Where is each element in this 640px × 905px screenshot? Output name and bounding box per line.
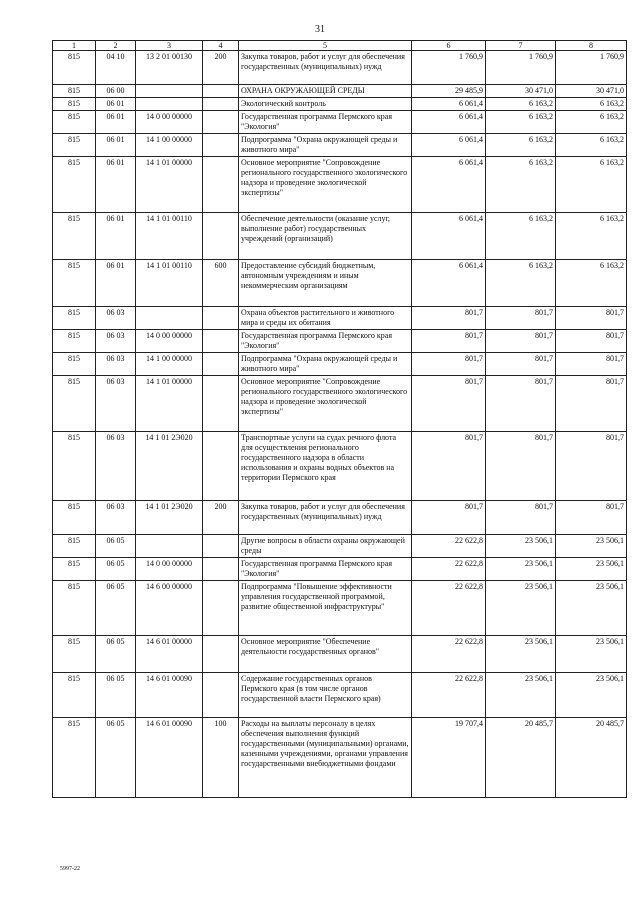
gov-code-cell: 815 [53,330,96,353]
amount-cell: 23 506,1 [556,558,627,581]
amount-cell: 6 163,2 [556,111,627,134]
amount-cell: 6 163,2 [486,213,556,260]
section-code-cell: 06 03 [96,307,136,330]
target-code-cell: 14 6 01 00090 [136,718,203,798]
amount-cell: 23 506,1 [486,558,556,581]
amount-cell: 6 163,2 [486,134,556,157]
target-code-cell: 14 1 01 00000 [136,376,203,432]
table-row [53,307,627,330]
gov-code-cell: 815 [53,535,96,558]
expense-type-cell [203,157,239,213]
gov-code-cell: 815 [53,718,96,798]
table-row [53,111,627,134]
amount-cell: 29 485,9 [412,85,486,98]
section-code-cell: 06 03 [96,330,136,353]
table-row [53,98,627,111]
amount-cell: 6 163,2 [486,98,556,111]
section-code-cell: 06 05 [96,535,136,558]
amount-cell: 23 506,1 [486,535,556,558]
amount-cell: 801,7 [412,353,486,376]
amount-cell: 6 061,4 [412,157,486,213]
amount-cell: 23 506,1 [486,581,556,636]
amount-cell: 6 163,2 [486,260,556,307]
target-code-cell: 14 1 01 00110 [136,260,203,307]
section-code-cell: 06 05 [96,718,136,798]
section-code-cell: 06 05 [96,673,136,718]
description-cell: ОХРАНА ОКРУЖАЮЩЕЙ СРЕДЫ [239,85,412,98]
target-code-cell: 14 1 00 00000 [136,353,203,376]
table-row [53,718,627,798]
table-row [53,260,627,307]
section-code-cell: 06 05 [96,581,136,636]
expense-type-cell [203,98,239,111]
section-code-cell: 06 03 [96,353,136,376]
section-code-cell: 06 01 [96,134,136,157]
target-code-cell: 14 0 00 00000 [136,330,203,353]
amount-cell: 6 163,2 [556,260,627,307]
amount-cell: 19 707,4 [412,718,486,798]
amount-cell: 801,7 [412,432,486,501]
gov-code-cell: 815 [53,307,96,330]
target-code-cell: 14 6 01 00090 [136,673,203,718]
column-header: 4 [203,41,239,51]
target-code-cell: 14 1 00 00000 [136,134,203,157]
description-cell: Подпрограмма "Охрана окружающей среды и животного мира" [239,353,412,376]
amount-cell: 6 163,2 [486,157,556,213]
amount-cell: 801,7 [486,353,556,376]
table-row [53,51,627,85]
expense-type-cell [203,307,239,330]
description-cell: Другие вопросы в области охраны окружающей среды [239,535,412,558]
section-code-cell: 06 00 [96,85,136,98]
header-row [53,41,627,51]
amount-cell: 801,7 [486,432,556,501]
amount-cell: 801,7 [556,501,627,535]
amount-cell: 801,7 [486,330,556,353]
target-code-cell: 14 1 01 2Э020 [136,501,203,535]
section-code-cell: 06 01 [96,260,136,307]
document-code: 5997-22 [60,866,80,872]
amount-cell: 23 506,1 [556,636,627,673]
column-header: 8 [556,41,627,51]
amount-cell: 6 163,2 [486,111,556,134]
description-cell: Экологический контроль [239,98,412,111]
table-row [53,85,627,98]
section-code-cell: 06 01 [96,111,136,134]
description-cell: Закупка товаров, работ и услуг для обеспечения государственных (муниципальных) нужд [239,51,412,85]
expense-type-cell [203,376,239,432]
table-row [53,134,627,157]
target-code-cell: 14 1 01 00000 [136,157,203,213]
target-code-cell [136,85,203,98]
section-code-cell: 06 01 [96,98,136,111]
table-row [53,330,627,353]
target-code-cell: 14 6 00 00000 [136,581,203,636]
amount-cell: 801,7 [556,353,627,376]
amount-cell: 23 506,1 [556,673,627,718]
amount-cell: 801,7 [556,307,627,330]
expense-type-cell [203,673,239,718]
gov-code-cell: 815 [53,85,96,98]
gov-code-cell: 815 [53,51,96,85]
section-code-cell: 06 05 [96,558,136,581]
amount-cell: 6 163,2 [556,157,627,213]
column-header: 5 [239,41,412,51]
amount-cell: 30 471,0 [556,85,627,98]
table-row [53,558,627,581]
amount-cell: 6 061,4 [412,98,486,111]
section-code-cell: 04 10 [96,51,136,85]
amount-cell: 6 061,4 [412,134,486,157]
expense-type-cell [203,85,239,98]
target-code-cell: 14 0 00 00000 [136,558,203,581]
table-row [53,157,627,213]
column-header: 3 [136,41,203,51]
amount-cell: 801,7 [486,376,556,432]
description-cell: Содержание государственных органов Пермского края (в том числе органов государственной власти Пермского края) [239,673,412,718]
table-row [53,213,627,260]
section-code-cell: 06 05 [96,636,136,673]
table-row [53,535,627,558]
gov-code-cell: 815 [53,501,96,535]
table-row [53,581,627,636]
amount-cell: 22 622,8 [412,535,486,558]
amount-cell: 22 622,8 [412,558,486,581]
gov-code-cell: 815 [53,673,96,718]
gov-code-cell: 815 [53,98,96,111]
description-cell: Основное мероприятие "Сопровождение регионального государственного экологического надзора и проведение экологической экспертизы" [239,157,412,213]
section-code-cell: 06 03 [96,501,136,535]
expense-type-cell [203,636,239,673]
description-cell: Государственная программа Пермского края "Экология" [239,111,412,134]
amount-cell: 801,7 [486,501,556,535]
gov-code-cell: 815 [53,376,96,432]
gov-code-cell: 815 [53,134,96,157]
gov-code-cell: 815 [53,558,96,581]
description-cell: Государственная программа Пермского края "Экология" [239,558,412,581]
description-cell: Транспортные услуги на судах речного флота для осуществления регионального государственного надзора в области использования и охраны водных объектов на территории Пермского края [239,432,412,501]
expense-type-cell: 200 [203,501,239,535]
expense-type-cell [203,535,239,558]
amount-cell: 801,7 [556,330,627,353]
amount-cell: 20 485,7 [486,718,556,798]
amount-cell: 22 622,8 [412,673,486,718]
column-header: 2 [96,41,136,51]
description-cell: Основное мероприятие "Сопровождение регионального государственного экологического надзора и проведение экологической экспертизы" [239,376,412,432]
amount-cell: 801,7 [412,307,486,330]
amount-cell: 801,7 [486,307,556,330]
gov-code-cell: 815 [53,111,96,134]
amount-cell: 20 485,7 [556,718,627,798]
description-cell: Основное мероприятие "Обеспечение деятельности государственных органов" [239,636,412,673]
column-header: 7 [486,41,556,51]
amount-cell: 1 760,9 [486,51,556,85]
amount-cell: 23 506,1 [486,673,556,718]
amount-cell: 23 506,1 [556,535,627,558]
gov-code-cell: 815 [53,260,96,307]
expense-type-cell: 100 [203,718,239,798]
description-cell: Государственная программа Пермского края "Экология" [239,330,412,353]
amount-cell: 801,7 [412,376,486,432]
amount-cell: 801,7 [556,376,627,432]
target-code-cell: 14 1 01 2Э020 [136,432,203,501]
gov-code-cell: 815 [53,636,96,673]
expense-type-cell [203,213,239,260]
table-row [53,353,627,376]
amount-cell: 6 061,4 [412,213,486,260]
amount-cell: 30 471,0 [486,85,556,98]
description-cell: Расходы на выплаты персоналу в целях обеспечения выполнения функций государственными (муниципальными) органами, казенными учреждениями, органами управления государственными внебюджетными фондами [239,718,412,798]
target-code-cell: 14 1 01 00110 [136,213,203,260]
expense-type-cell [203,581,239,636]
amount-cell: 23 506,1 [486,636,556,673]
gov-code-cell: 815 [53,213,96,260]
table-body [53,51,627,798]
expense-type-cell: 200 [203,51,239,85]
gov-code-cell: 815 [53,157,96,213]
amount-cell: 22 622,8 [412,636,486,673]
description-cell: Подпрограмма "Охрана окружающей среды и животного мира" [239,134,412,157]
amount-cell: 6 061,4 [412,260,486,307]
table-row [53,432,627,501]
expense-type-cell [203,111,239,134]
table-row [53,636,627,673]
section-code-cell: 06 03 [96,376,136,432]
amount-cell: 6 163,2 [556,134,627,157]
table-row [53,376,627,432]
target-code-cell [136,307,203,330]
section-code-cell: 06 01 [96,157,136,213]
expense-type-cell [203,353,239,376]
amount-cell: 801,7 [412,501,486,535]
target-code-cell: 14 6 01 00000 [136,636,203,673]
expense-type-cell [203,558,239,581]
expense-type-cell [203,432,239,501]
column-header: 1 [53,41,96,51]
amount-cell: 22 622,8 [412,581,486,636]
table-row [53,501,627,535]
amount-cell: 23 506,1 [556,581,627,636]
description-cell: Обеспечение деятельности (оказание услуг, выполнение работ) государственных учреждений (организаций) [239,213,412,260]
gov-code-cell: 815 [53,432,96,501]
target-code-cell: 14 0 00 00000 [136,111,203,134]
description-cell: Подпрограмма "Повышение эффективности управления государственной программой, развитие общественной инфраструктуры" [239,581,412,636]
target-code-cell: 13 2 01 00130 [136,51,203,85]
budget-table [52,40,627,798]
amount-cell: 6 163,2 [556,98,627,111]
description-cell: Закупка товаров, работ и услуг для обеспечения государственных (муниципальных) нужд [239,501,412,535]
page-number: 31 [315,24,325,35]
amount-cell: 1 760,9 [412,51,486,85]
table-row [53,673,627,718]
amount-cell: 6 061,4 [412,111,486,134]
target-code-cell [136,535,203,558]
description-cell: Предоставление субсидий бюджетным, автономным учреждениям и иным некоммерческим организациям [239,260,412,307]
amount-cell: 801,7 [412,330,486,353]
amount-cell: 801,7 [556,432,627,501]
gov-code-cell: 815 [53,581,96,636]
section-code-cell: 06 01 [96,213,136,260]
column-header: 6 [412,41,486,51]
expense-type-cell [203,134,239,157]
amount-cell: 1 760,9 [556,51,627,85]
section-code-cell: 06 03 [96,432,136,501]
target-code-cell [136,98,203,111]
gov-code-cell: 815 [53,353,96,376]
description-cell: Охрана объектов растительного и животного мира и среды их обитания [239,307,412,330]
expense-type-cell: 600 [203,260,239,307]
amount-cell: 6 163,2 [556,213,627,260]
expense-type-cell [203,330,239,353]
